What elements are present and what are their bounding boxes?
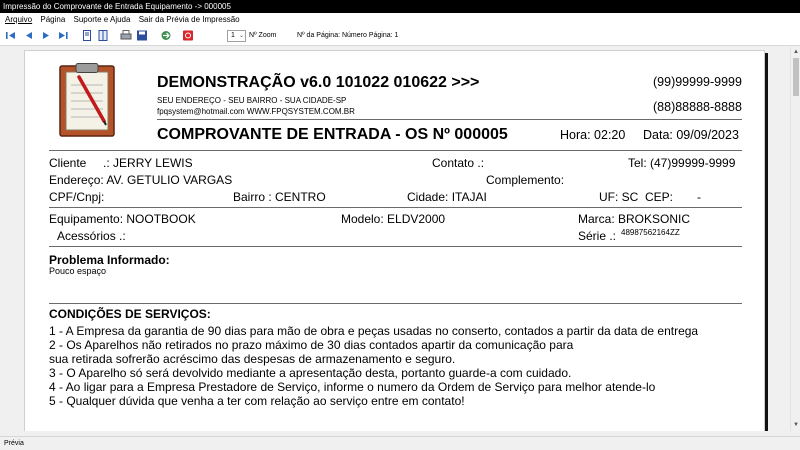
bairro-field: Bairro : CENTRO	[233, 190, 326, 204]
conditions-title: CONDIÇÕES DE SERVIÇOS:	[49, 307, 211, 321]
preview-area[interactable]	[0, 47, 790, 431]
toolbar	[0, 26, 800, 46]
brand-field: Marca: BROKSONIC	[578, 212, 691, 226]
divider	[157, 119, 742, 120]
window-title: Impressão do Comprovante de Entrada Equipamento -> 000005	[0, 0, 800, 13]
condition-line: 2 - Os Aparelhos não retirados no prazo máximo de 30 dias contados apartir da comunicação para	[49, 338, 574, 352]
equipment-field: Equipamento: NOOTBOOK	[49, 212, 196, 226]
first-page-icon[interactable]	[5, 30, 17, 41]
scroll-down-icon[interactable]: ▼	[793, 422, 799, 428]
document-page	[24, 50, 765, 431]
address-field: Endereço: AV. GETULIO VARGAS	[49, 173, 233, 187]
company-contact: fpqsystem@hotmail.com WWW.FPQSYSTEM.COM.BR	[157, 107, 355, 116]
contact-field: Contato .:	[432, 156, 485, 170]
condition-line: sua retirada sofrerão acréscimo das despesas de armazenamento e seguro.	[49, 352, 456, 366]
model-field: Modelo: ELDV2000	[341, 212, 446, 226]
phone-1: (99)99999-9999	[653, 75, 742, 89]
clipboard-logo-icon	[59, 63, 115, 137]
tel-field: Tel: (47)99999-9999	[628, 156, 736, 170]
divider	[49, 246, 742, 247]
problem-title: Problema Informado:	[49, 253, 170, 267]
next-page-icon[interactable]	[40, 30, 52, 41]
last-page-icon[interactable]	[57, 30, 69, 41]
complement-field: Complemento:	[486, 173, 565, 187]
cep-field: CEP:	[645, 190, 674, 204]
two-pages-icon[interactable]	[97, 30, 109, 41]
menu-sair-previa[interactable]: Sair da Prévia de Impressão	[138, 15, 240, 24]
chevron-down-icon: ⌄	[238, 33, 244, 39]
company-address: SEU ENDEREÇO - SEU BAIRRO - SUA CIDADE-SP	[157, 96, 347, 105]
menu-pagina[interactable]: Página	[40, 15, 66, 24]
zoom-value: 1	[231, 32, 235, 39]
accessories-field: Acessórios .:	[57, 229, 126, 243]
scroll-up-icon[interactable]: ▲	[793, 49, 799, 55]
problem-text: Pouco espaço	[49, 266, 107, 276]
entry-date: Data: 09/09/2023	[643, 128, 739, 142]
close-preview-icon[interactable]	[182, 30, 194, 41]
scroll-thumb[interactable]	[793, 58, 799, 96]
vertical-scrollbar[interactable]	[790, 47, 800, 431]
client-field: Cliente .: JERRY LEWIS	[49, 156, 193, 170]
entry-time: Hora: 02:20	[560, 128, 626, 142]
menu-arquivo[interactable]: Arquivo	[5, 15, 33, 24]
menu-suporte[interactable]: Suporte e Ajuda	[73, 15, 131, 24]
save-icon[interactable]	[136, 30, 148, 41]
menu-bar	[0, 13, 800, 26]
print-icon[interactable]	[120, 30, 132, 41]
divider	[49, 207, 742, 208]
condition-line: 5 - Qualquer dúvida que venha a ter com relação ao serviço entre em contato!	[49, 394, 465, 408]
phone-2: (88)88888-8888	[653, 100, 742, 114]
condition-line: 1 - A Empresa da garantia de 90 dias para mão de obra e peças usadas no conserto, contados a partir da data de entrega	[49, 324, 699, 338]
cep-value: -	[697, 190, 701, 204]
serial-label: Série .:	[578, 229, 617, 243]
divider	[49, 150, 742, 151]
cidade-field: Cidade: ITAJAI	[407, 190, 487, 204]
prev-page-icon[interactable]	[23, 30, 35, 41]
condition-line: 4 - Ao ligar para a Empresa Prestadore de Serviço, informe o numero da Ordem de Serviço para melhor atende-lo	[49, 380, 656, 394]
page-number-label: Nº da Página: Número Página: 1	[297, 32, 399, 39]
serial-value: 48987562164ZZ	[621, 228, 680, 237]
document-title: COMPROVANTE DE ENTRADA - OS Nº 000005	[157, 126, 508, 143]
condition-line: 3 - O Aparelho só será devolvido mediante a apresentação desta, portanto guarde-a com cuidado.	[49, 366, 572, 380]
single-page-icon[interactable]	[81, 30, 93, 41]
zoom-label: Nº Zoom	[249, 32, 277, 39]
cpf-field: CPF/Cnpj:	[49, 190, 105, 204]
company-name: DEMONSTRAÇÃO v6.0 101022 010622 >>>	[157, 74, 480, 91]
status-bar: Prévia	[0, 436, 800, 450]
divider	[49, 303, 742, 304]
uf-field: UF: SC	[599, 190, 639, 204]
zoom-select[interactable]	[227, 30, 246, 42]
export-icon[interactable]	[160, 30, 172, 41]
